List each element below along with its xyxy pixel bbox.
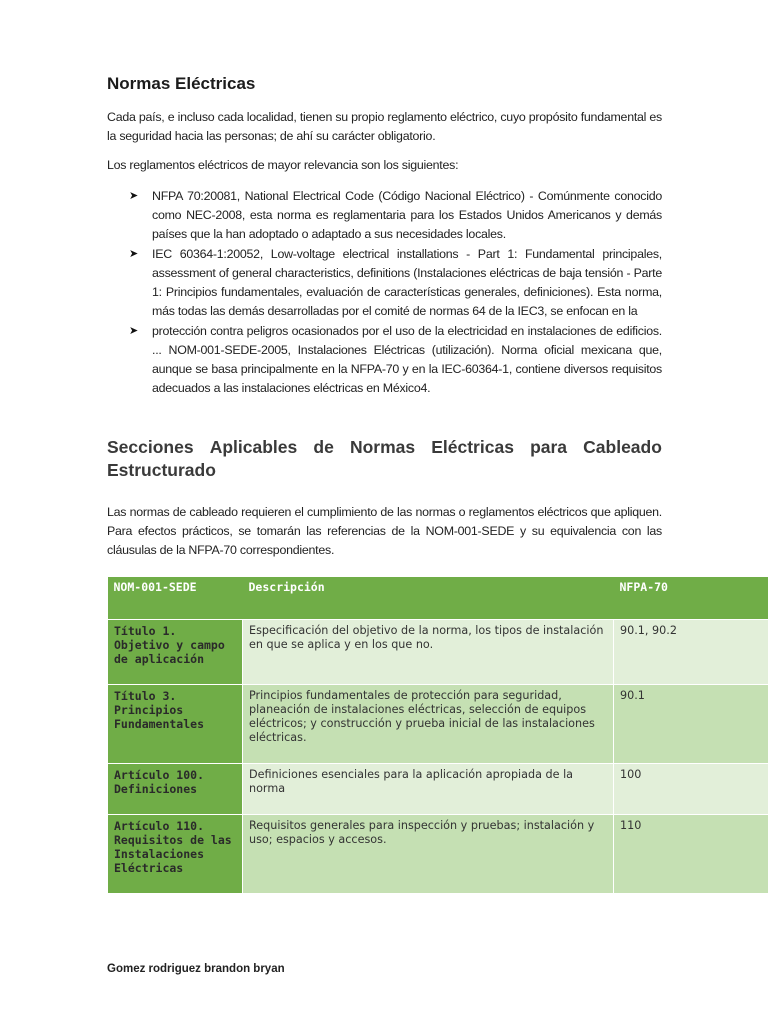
table-row <box>108 685 768 764</box>
table-row <box>108 815 768 894</box>
section-title <box>107 436 662 482</box>
list-item: ➤ protección contra peligros ocasionados por el uso de la electricidad en instalaciones de edificios. ... NOM-001-SEDE-2005, Instalaciones Eléctricas (utilización). Norma oficial mexicana que, aunque se basa principalmente en la NFPA-70 y en la IEC-60364-1, contiene diversos requisitos adecuados a las instalaciones eléctricas en México4. <box>129 324 662 395</box>
table-cell-nfpa: 100 <box>614 764 768 815</box>
table-cell-key: Título 3. Principios Fundamentales <box>108 685 243 764</box>
cabling-paragraph: Las normas de cableado requieren el cumplimiento de las normas o reglamentos eléctricos que apliquen. Para efectos prácticos, se tomarán las referencias de la NOM-001-SEDE y su equivalencia con las cláusulas de la NFPA-70 correspondientes. <box>107 505 662 557</box>
standards-list <box>107 187 662 399</box>
table-cell-key: Artículo 110. Requisitos de las Instalaciones Eléctricas <box>108 815 243 894</box>
table-cell-key: Artículo 100. Definiciones <box>108 764 243 815</box>
table-row <box>108 764 768 815</box>
table-header-row <box>108 577 768 620</box>
page-title: Normas Eléctricas <box>107 74 256 93</box>
author-footer: Gomez rodriguez brandon bryan <box>107 963 285 975</box>
standards-table <box>107 577 768 894</box>
table-cell-description: Requisitos generales para inspección y pruebas; instalación y uso; espacios y accesos. <box>243 815 614 894</box>
intro-paragraph: Cada país, e incluso cada localidad, tienen su propio reglamento eléctrico, cuyo propósito fundamental es la seguridad hacia las personas; de ahí su carácter obligatorio. <box>107 110 662 143</box>
list-intro-paragraph: Los reglamentos eléctricos de mayor relevancia son los siguientes: <box>107 158 459 172</box>
list-item: ➤ IEC 60364-1:20052, Low-voltage electrical installations - Part 1: Fundamental principales, assessment of general characteristics, definitions (Instalaciones eléctricas de baja tensión - Parte 1: Principios fundamentales, evaluación de características generales, definiciones). Esta norma, más todas las demás desarrolladas por el comité de normas 64 de la IEC3, se enfocan en la <box>129 247 662 318</box>
column-header: Descripción <box>243 577 614 620</box>
table-cell-nfpa: 90.1, 90.2 <box>614 620 768 685</box>
section-title-line2: Estructurado <box>107 460 216 480</box>
table-cell-description: Principios fundamentales de protección para seguridad, planeación de instalaciones eléctricas, selección de equipos eléctricos; y construcción y prueba inicial de las instalaciones eléctricas. <box>243 685 614 764</box>
column-header: NFPA-70 <box>614 577 768 620</box>
table-cell-description: Especificación del objetivo de la norma, los tipos de instalación en que se aplica y en los que no. <box>243 620 614 685</box>
table-cell-key: Título 1. Objetivo y campo de aplicación <box>108 620 243 685</box>
table-row <box>108 620 768 685</box>
column-header: NOM-001-SEDE <box>108 577 243 620</box>
arrow-bullet-icon: ➤ <box>129 248 138 260</box>
section-title-line1: Secciones Aplicables de Normas Eléctricas para Cableado <box>107 437 662 457</box>
arrow-bullet-icon: ➤ <box>129 325 138 337</box>
list-item: ➤ NFPA 70:20081, National Electrical Code (Código Nacional Eléctrico) - Comúnmente conocido como NEC-2008, esta norma es reglamentaria para los Estados Unidos Americanos y demás países que la han adoptado o adaptado a sus necesidades locales. <box>129 189 662 241</box>
table-cell-nfpa: 90.1 <box>614 685 768 764</box>
table-cell-description: Definiciones esenciales para la aplicación apropiada de la norma <box>243 764 614 815</box>
arrow-bullet-icon: ➤ <box>129 190 138 202</box>
table-cell-nfpa: 110 <box>614 815 768 894</box>
